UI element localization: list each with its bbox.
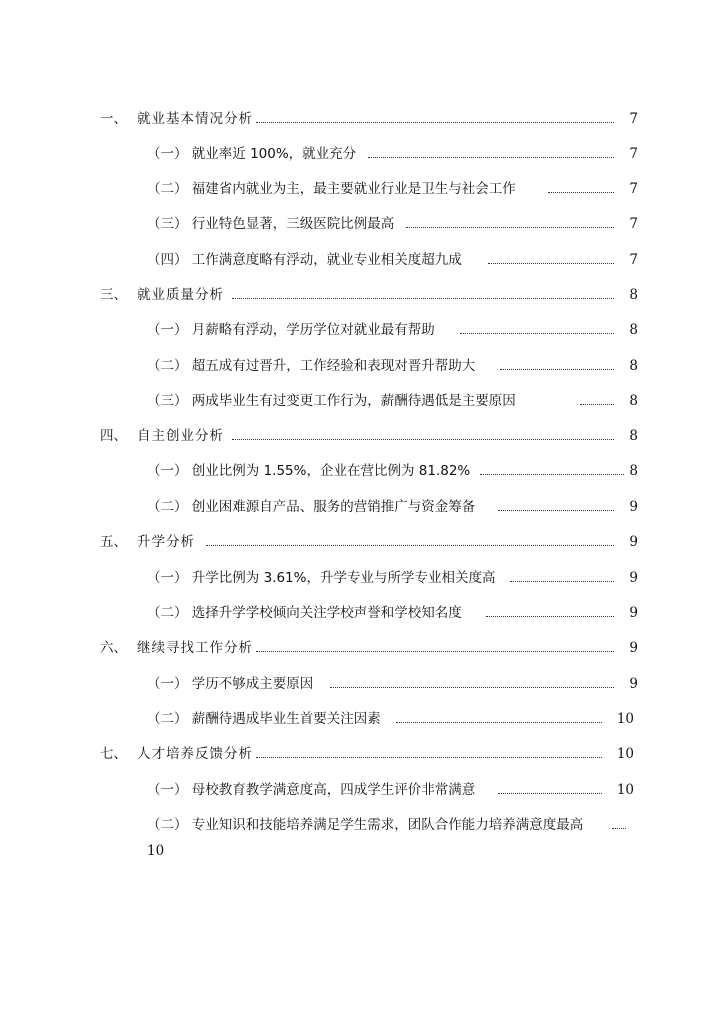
- leader-dots: [460, 333, 614, 334]
- toc-entry-page: 7: [629, 216, 638, 232]
- toc-entry-page: 9: [629, 499, 638, 515]
- toc-entry[interactable]: [0, 637, 724, 657]
- toc-entry-title: （一） 学历不够成主要原因: [147, 676, 314, 692]
- toc-entry-page: 7: [629, 111, 638, 127]
- toc-entry[interactable]: [0, 814, 724, 834]
- toc-entry[interactable]: [0, 743, 724, 763]
- toc-entry-title: （二） 薪酬待遇成毕业生首要关注因素: [147, 711, 381, 727]
- leader-dots: [256, 122, 614, 123]
- toc-entry-page: 9: [629, 534, 638, 550]
- toc-entry[interactable]: [0, 178, 724, 198]
- toc-entry-title: （一） 月薪略有浮动，学历学位对就业最有帮助: [147, 322, 435, 338]
- toc-entry-number: 七、: [100, 746, 127, 762]
- toc-entry-title: 就业基本情况分析: [137, 111, 253, 127]
- toc-entry-title: （二） 超五成有过晋升，工作经验和表现对晋升帮助大: [147, 358, 476, 374]
- leader-dots: [232, 439, 614, 440]
- toc-entry[interactable]: [0, 284, 724, 304]
- toc-entry-title: 升学分析: [137, 534, 195, 550]
- toc-entry-title: （一） 就业率近 100%，就业充分: [147, 146, 357, 162]
- toc-entry-page: 8: [629, 428, 638, 444]
- toc-entry-title: （三） 行业特色显著，三级医院比例最高: [147, 216, 395, 232]
- toc-entry-title: 继续寻找工作分析: [137, 640, 253, 656]
- toc-entry-page: 10: [616, 711, 634, 727]
- toc-entry-number: 四、: [100, 428, 127, 444]
- toc-entry-title: 人才培养反馈分析: [137, 746, 253, 762]
- leader-dots: [548, 192, 614, 193]
- toc-entry[interactable]: [0, 708, 724, 728]
- toc-entry-page: 9: [629, 605, 638, 621]
- toc-entry[interactable]: [0, 425, 724, 445]
- toc-entry[interactable]: [0, 390, 724, 410]
- toc-entry-title: （二） 福建省内就业为主，最主要就业行业是卫生与社会工作: [147, 181, 516, 197]
- toc-entry[interactable]: [0, 779, 724, 799]
- leader-dots: [498, 510, 614, 511]
- toc-entry-page: 8: [629, 287, 638, 303]
- leader-dots: [612, 828, 626, 829]
- leader-dots: [488, 263, 614, 264]
- leader-dots: [206, 545, 614, 546]
- toc-entry[interactable]: [0, 531, 724, 551]
- toc-entry[interactable]: [0, 602, 724, 622]
- toc-entry-page: 7: [629, 181, 638, 197]
- toc-entry[interactable]: [0, 460, 724, 480]
- toc-entry[interactable]: [0, 143, 724, 163]
- toc-entry[interactable]: [0, 108, 724, 128]
- toc-entry-page: 10: [616, 746, 634, 762]
- toc-entry-title: 就业质量分析: [137, 287, 224, 303]
- toc-entry-title: （三） 两成毕业生有过变更工作行为，薪酬待遇低是主要原因: [147, 393, 516, 409]
- toc-entry-title: （二） 选择升学学校倾向关注学校声誉和学校知名度: [147, 605, 462, 621]
- leader-dots: [480, 474, 624, 475]
- leader-dots: [396, 722, 602, 723]
- toc-entry[interactable]: [0, 355, 724, 375]
- toc-entry-page: 9: [629, 640, 638, 656]
- toc-entry[interactable]: [0, 249, 724, 269]
- toc-entry-number: 一、: [100, 111, 127, 127]
- toc-entry-number: 五、: [100, 534, 127, 550]
- leader-dots: [256, 651, 614, 652]
- toc-entry-title: （一） 母校教育教学满意度高，四成学生评价非常满意: [147, 782, 476, 798]
- leader-dots: [256, 757, 602, 758]
- leader-dots: [368, 157, 614, 158]
- leader-dots: [330, 687, 614, 688]
- toc-entry[interactable]: [0, 567, 724, 587]
- toc-entry-page: 7: [629, 146, 638, 162]
- leader-dots: [406, 227, 614, 228]
- toc-entry[interactable]: [0, 496, 724, 516]
- toc-entry-number: 六、: [100, 640, 127, 656]
- leader-dots: [500, 369, 614, 370]
- toc-entry-page: 10: [147, 843, 165, 859]
- leader-dots: [232, 298, 614, 299]
- toc-entry-title: （一） 创业比例为 1.55%，企业在营比例为 81.82%: [147, 463, 471, 479]
- toc-entry[interactable]: [0, 319, 724, 339]
- toc-entry-title: （一） 升学比例为 3.61%，升学专业与所学专业相关度高: [147, 570, 496, 586]
- toc-entry-page: 9: [629, 570, 638, 586]
- toc-entry-page: 8: [629, 463, 638, 479]
- toc-entry-title: （二） 专业知识和技能培养满足学生需求，团队合作能力培养满意度最高: [147, 817, 584, 833]
- toc-entry-page: 8: [629, 322, 638, 338]
- leader-dots: [498, 793, 602, 794]
- toc-entry-page: 10: [616, 782, 634, 798]
- toc-entry[interactable]: [0, 213, 724, 233]
- toc-entry-title: （四） 工作满意度略有浮动，就业专业相关度超九成: [147, 252, 462, 268]
- toc-entry-page: 7: [629, 252, 638, 268]
- toc-entry-number: 三、: [100, 287, 127, 303]
- leader-dots: [486, 616, 614, 617]
- toc-entry-page: 8: [629, 393, 638, 409]
- toc-entry[interactable]: [0, 673, 724, 693]
- toc-entry-title: 自主创业分析: [137, 428, 224, 444]
- leader-dots: [510, 581, 614, 582]
- toc-entry-page: 8: [629, 358, 638, 374]
- toc-entry-title: （二） 创业困难源自产品、服务的营销推广与资金筹备: [147, 499, 476, 515]
- toc-entry-page: 9: [629, 676, 638, 692]
